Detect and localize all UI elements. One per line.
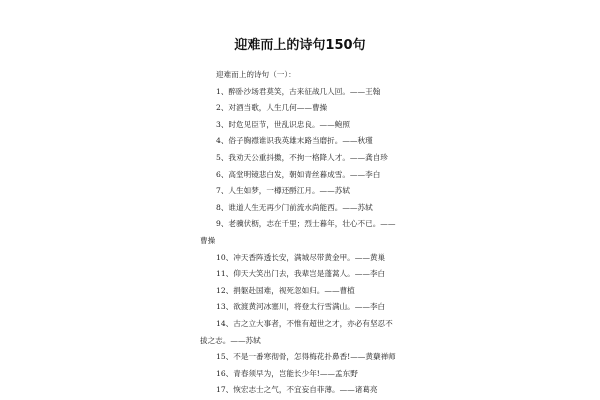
list-item: 4、俗子胸襟谁识我英雄末路当磨折。——秋瑾 <box>216 136 373 146</box>
list-item: 9、老骥伏枥，志在千里；烈士暮年，壮心不已。—— <box>216 219 396 229</box>
poem-list <box>200 67 430 399</box>
list-item: 13、欲渡黄河冰塞川，将登太行雪满山。——李白 <box>216 302 386 312</box>
list-item: 14、古之立大事者，不惟有超世之才，亦必有坚忍不 <box>216 318 393 328</box>
section-heading: 迎难而上的诗句（一）： <box>216 70 296 79</box>
list-item: 2、对酒当歌，人生几何——曹操 <box>216 103 328 113</box>
list-item: 6、高堂明镜悲白发，朝如青丝暮成雪。——李白 <box>216 169 381 179</box>
list-item-continuation: 拔之志。——苏轼 <box>200 335 261 345</box>
list-item: 10、冲天香阵透长安，满城尽带黄金甲。——黄巢 <box>216 252 386 262</box>
list-item: 16、青春须早为，岂能长少年!——孟东野 <box>216 368 358 378</box>
list-item: 3、时危见臣节，世乱识忠良。——鲍照 <box>216 119 350 129</box>
list-item: 12、捐躯赴国难，视死忽如归。——曹植 <box>216 285 355 295</box>
list-item: 11、仰天大笑出门去，我辈岂是蓬蒿人。——李白 <box>216 269 386 279</box>
list-item: 1、醉卧沙场君莫笑，古来征战几人回。——王翰 <box>216 86 381 96</box>
page-title: 迎难而上的诗句150句 <box>234 38 366 53</box>
list-item: 15、不是一番寒彻骨，怎得梅花扑鼻香!——黄蘖禅师 <box>216 352 396 362</box>
list-item: 7、人生如梦，一樽还酹江月。——苏轼 <box>216 186 350 196</box>
list-item: 17、恢宏志士之气，不宜妄自菲薄。——诸葛亮 <box>216 385 378 395</box>
list-item-continuation: 曹操 <box>200 235 216 245</box>
list-item: 5、我劝天公重抖擞，不拘一格降人才。——龚自珍 <box>216 152 388 162</box>
list-item: 8、谁道人生无再少门前流水尚能西。——苏轼 <box>216 202 373 212</box>
